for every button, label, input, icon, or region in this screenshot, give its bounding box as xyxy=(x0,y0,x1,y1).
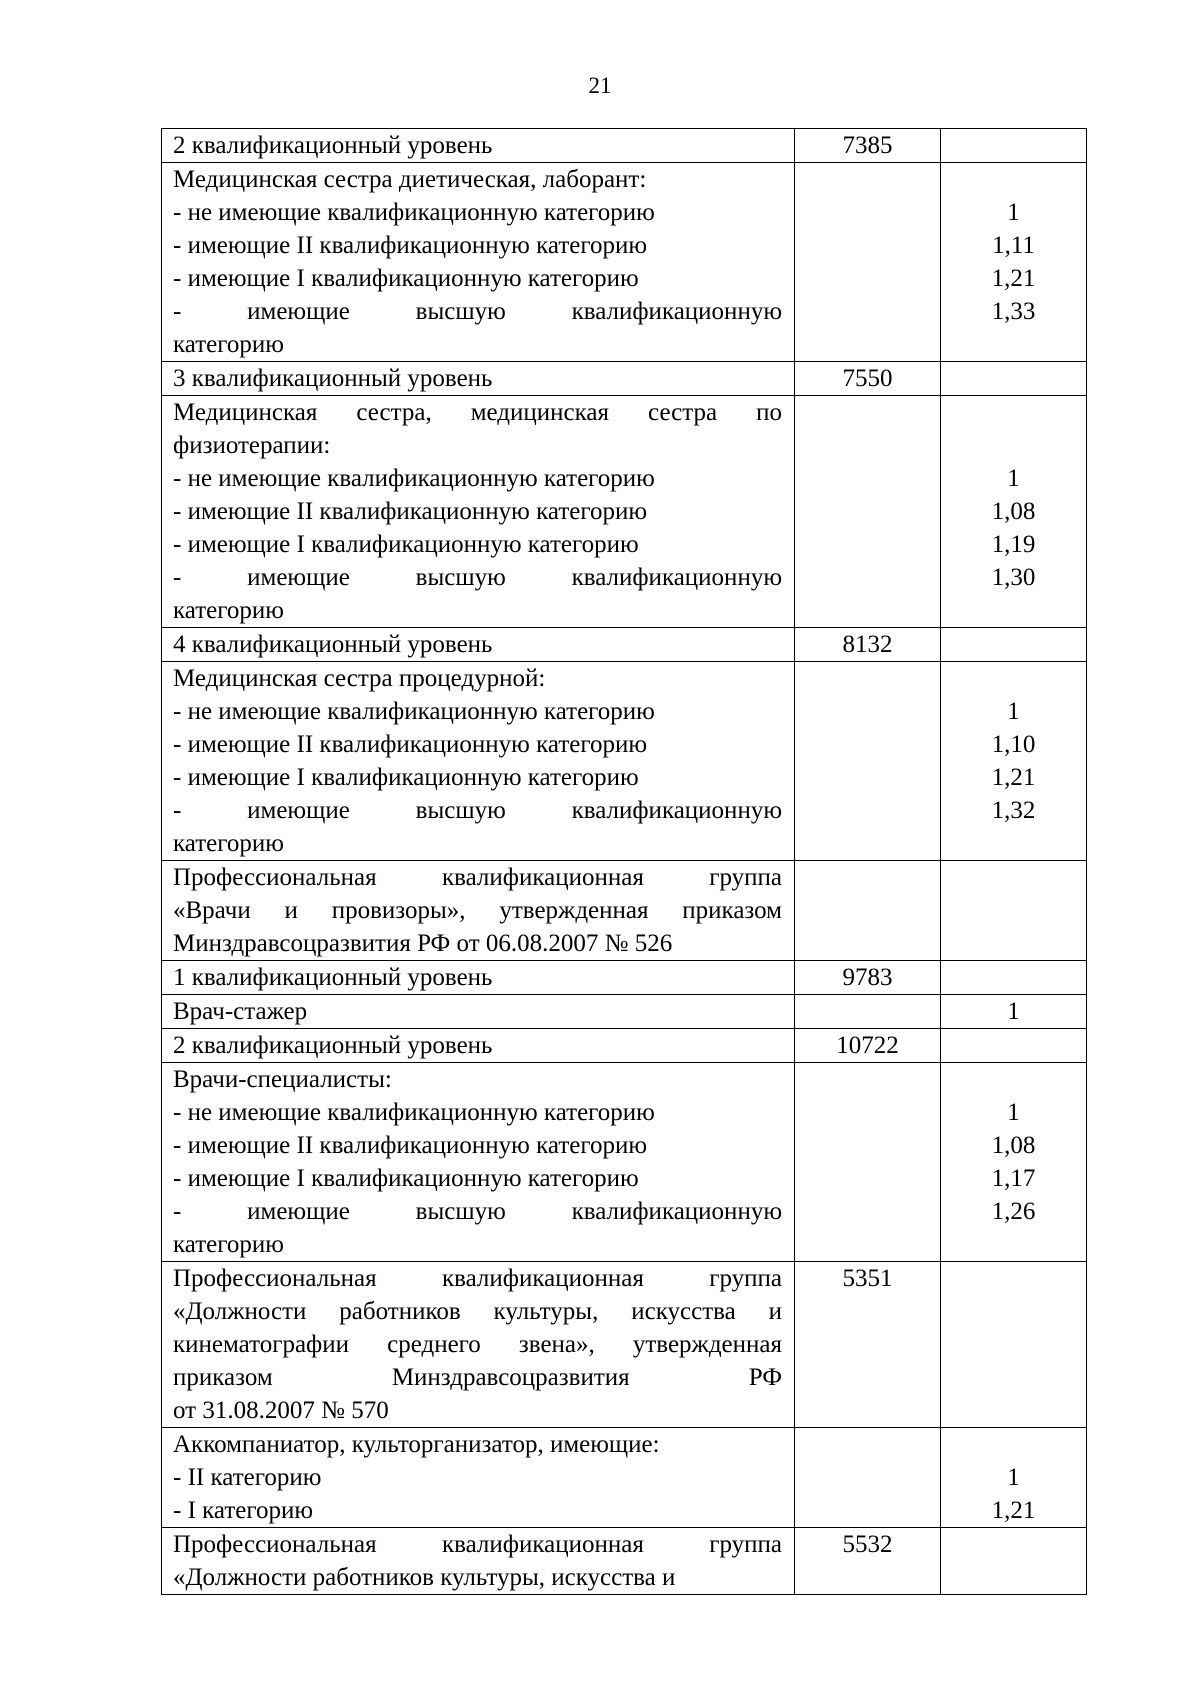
coefficient-value: 1 xyxy=(1007,465,1020,492)
row-description xyxy=(162,362,795,396)
table-row xyxy=(162,1029,1087,1063)
row-base-salary xyxy=(795,1262,941,1428)
row-description xyxy=(162,662,795,861)
table-row xyxy=(162,362,1087,396)
position-line: Медицинская сестра процедурной: xyxy=(173,665,546,692)
position-line: категорию xyxy=(173,331,284,358)
row-description xyxy=(162,396,795,628)
group-text-line: «Должности работников культуры, искусства и xyxy=(173,1298,782,1325)
level-title: 3 квалификационный уровень xyxy=(173,365,493,392)
coefficient-value: 1 xyxy=(1007,698,1020,725)
position-line: - имеющие II квалификационную категорию xyxy=(173,731,648,758)
row-coefficient xyxy=(941,362,1087,396)
coefficient-value: 1,26 xyxy=(991,1198,1036,1225)
row-base-salary xyxy=(795,628,941,662)
position-line: - имеющие высшую квалификационную xyxy=(173,298,782,325)
position-line: Врачи-специалисты: xyxy=(173,1066,392,1093)
position-line: Медицинская сестра, медицинская сестра по xyxy=(173,399,782,426)
row-base-salary xyxy=(795,861,941,961)
row-base-salary xyxy=(795,396,941,628)
coefficient-value: 1,17 xyxy=(991,1165,1036,1192)
position-line: - имеющие II квалификационную категорию xyxy=(173,232,648,259)
salary-table-body xyxy=(162,129,1087,1595)
group-text-line: «Должности работников культуры, искусства и xyxy=(173,1564,676,1591)
coefficient-value: 1,10 xyxy=(991,731,1036,758)
row-coefficient xyxy=(941,1528,1087,1595)
table-row xyxy=(162,1262,1087,1428)
position-line: Медицинская сестра диетическая, лаборант: xyxy=(173,166,647,193)
position-line: - имеющие II квалификационную категорию xyxy=(173,1132,648,1159)
base-salary-value xyxy=(795,861,940,894)
table-row xyxy=(162,1063,1087,1262)
position-line: - не имеющие квалификационную категорию xyxy=(173,698,655,725)
base-salary-value: 5532 xyxy=(842,1531,893,1558)
table-row xyxy=(162,961,1087,995)
group-text-line: кинематографии среднего звена», утвержденная xyxy=(173,1331,782,1358)
row-coefficient xyxy=(941,163,1087,362)
coefficient-value: 1,08 xyxy=(991,1132,1036,1159)
row-base-salary xyxy=(795,995,941,1029)
position-line: - имеющие II квалификационную категорию xyxy=(173,498,648,525)
base-salary-value: 5351 xyxy=(842,1265,893,1292)
position-line: - I категорию xyxy=(173,1497,314,1524)
row-coefficient xyxy=(941,1428,1087,1528)
row-description xyxy=(162,1428,795,1528)
row-base-salary xyxy=(795,362,941,396)
coefficient-value: 1,08 xyxy=(991,498,1036,525)
row-base-salary xyxy=(795,1528,941,1595)
coefficient-value: 1 xyxy=(1007,1464,1020,1491)
level-title: 2 квалификационный уровень xyxy=(173,1032,493,1059)
position-line: - не имеющие квалификационную категорию xyxy=(173,1099,655,1126)
row-coefficient xyxy=(941,628,1087,662)
table-row xyxy=(162,861,1087,961)
coefficient-value: 1,30 xyxy=(991,564,1036,591)
group-text-line: Профессиональная квалификационная группа xyxy=(173,864,782,891)
group-text-line: Профессиональная квалификационная группа xyxy=(173,1265,782,1292)
position-line: категорию xyxy=(173,830,284,857)
group-text-line: от 31.08.2007 № 570 xyxy=(173,1397,389,1424)
group-text-line: Минздравсоцразвития РФ от 06.08.2007 № 526 xyxy=(173,930,673,957)
position-line: физиотерапии: xyxy=(173,432,331,459)
base-salary-value: 7550 xyxy=(842,365,893,392)
coefficient-value: 1,21 xyxy=(991,1497,1036,1524)
row-coefficient xyxy=(941,1063,1087,1262)
coefficient-value: 1,11 xyxy=(992,232,1035,259)
position-line: - имеющие высшую квалификационную xyxy=(173,564,782,591)
level-title: 4 квалификационный уровень xyxy=(173,631,493,658)
level-title: 2 квалификационный уровень xyxy=(173,132,493,159)
table-row xyxy=(162,396,1087,628)
row-base-salary xyxy=(795,961,941,995)
coefficient-value: 1 xyxy=(1007,998,1020,1025)
row-coefficient xyxy=(941,1029,1087,1063)
coefficient-value xyxy=(941,396,1086,429)
group-text-line: «Врачи и провизоры», утвержденная приказом xyxy=(173,897,782,924)
position-line: категорию xyxy=(173,1231,284,1258)
row-base-salary xyxy=(795,1063,941,1262)
base-salary-value: 7385 xyxy=(842,132,893,159)
page-number: 21 xyxy=(588,73,612,98)
row-description xyxy=(162,628,795,662)
row-description xyxy=(162,1262,795,1428)
table-row xyxy=(162,1528,1087,1595)
coefficient-value: 1,33 xyxy=(991,298,1036,325)
coefficient-value: 1,21 xyxy=(991,265,1036,292)
coefficient-value: 1,32 xyxy=(991,797,1036,824)
base-salary-value: 8132 xyxy=(842,631,893,658)
position-line: - имеющие I квалификационную категорию xyxy=(173,1165,639,1192)
position-line: - имеющие высшую квалификационную xyxy=(173,1198,782,1225)
position-line: - имеющие I квалификационную категорию xyxy=(173,265,639,292)
coefficient-value: 1 xyxy=(1007,1099,1020,1126)
coefficient-value: 1,19 xyxy=(991,531,1036,558)
coefficient-value xyxy=(941,827,1086,860)
row-base-salary xyxy=(795,1428,941,1528)
coefficient-value xyxy=(941,163,1086,196)
coefficient-value xyxy=(941,429,1086,462)
row-coefficient xyxy=(941,995,1087,1029)
base-salary-value: 10722 xyxy=(836,1032,899,1059)
table-row xyxy=(162,163,1087,362)
position-line: - II категорию xyxy=(173,1464,322,1491)
row-coefficient xyxy=(941,1262,1087,1428)
row-coefficient xyxy=(941,662,1087,861)
row-base-salary xyxy=(795,662,941,861)
row-coefficient xyxy=(941,961,1087,995)
table-row xyxy=(162,995,1087,1029)
salary-table xyxy=(161,128,1087,1595)
base-salary-value: 9783 xyxy=(842,964,893,991)
row-description xyxy=(162,961,795,995)
row-description xyxy=(162,995,795,1029)
position-line: - не имеющие квалификационную категорию xyxy=(173,465,655,492)
row-description xyxy=(162,129,795,163)
position-title: Врач-стажер xyxy=(173,998,308,1025)
group-text-line: приказом Минздравсоцразвития РФ xyxy=(173,1364,782,1391)
table-row xyxy=(162,129,1087,163)
coefficient-value: 1 xyxy=(1007,199,1020,226)
coefficient-value xyxy=(941,1428,1086,1461)
coefficient-value xyxy=(941,1063,1086,1096)
table-row xyxy=(162,628,1087,662)
row-base-salary xyxy=(795,1029,941,1063)
row-description xyxy=(162,1063,795,1262)
coefficient-value: 1,21 xyxy=(991,764,1036,791)
position-line: - имеющие высшую квалификационную xyxy=(173,797,782,824)
coefficient-value xyxy=(941,328,1086,361)
row-base-salary xyxy=(795,163,941,362)
coefficient-value xyxy=(941,594,1086,627)
table-row xyxy=(162,1428,1087,1528)
row-coefficient xyxy=(941,861,1087,961)
row-description xyxy=(162,861,795,961)
position-line: - имеющие I квалификационную категорию xyxy=(173,531,639,558)
position-line: - не имеющие квалификационную категорию xyxy=(173,199,655,226)
row-description xyxy=(162,163,795,362)
row-description xyxy=(162,1528,795,1595)
coefficient-value xyxy=(941,662,1086,695)
position-line: Аккомпаниатор, культорганизатор, имеющие: xyxy=(173,1431,660,1458)
position-line: - имеющие I квалификационную категорию xyxy=(173,764,639,791)
row-description xyxy=(162,1029,795,1063)
group-text-line: Профессиональная квалификационная группа xyxy=(173,1531,782,1558)
row-base-salary xyxy=(795,129,941,163)
table-row xyxy=(162,662,1087,861)
row-coefficient xyxy=(941,129,1087,163)
coefficient-value xyxy=(941,1228,1086,1261)
level-title: 1 квалификационный уровень xyxy=(173,964,493,991)
row-coefficient xyxy=(941,396,1087,628)
position-line: категорию xyxy=(173,597,284,624)
